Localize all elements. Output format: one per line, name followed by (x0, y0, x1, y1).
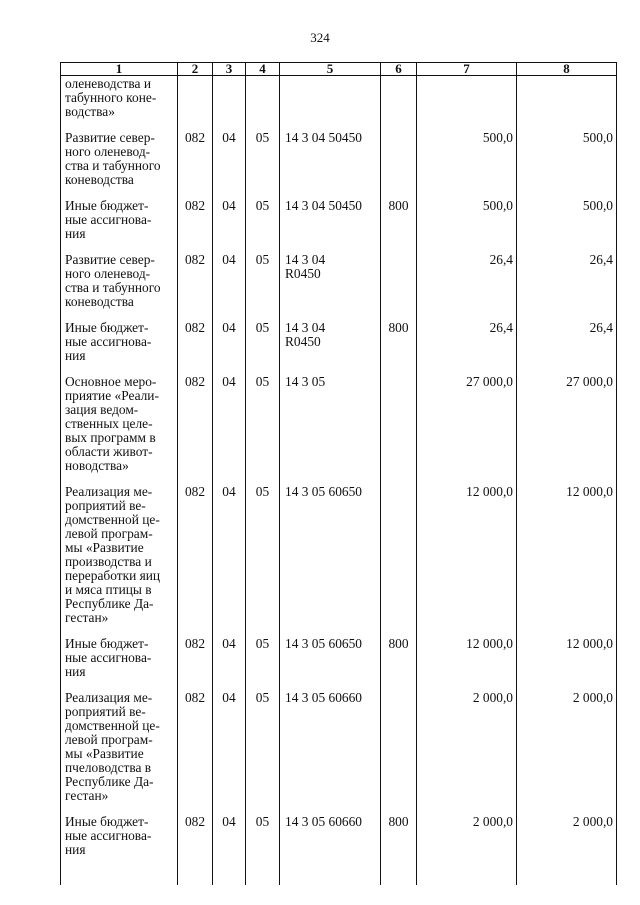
tail-cell (381, 857, 417, 885)
row-col-4: 05 (246, 691, 280, 815)
row-col-4: 05 (246, 199, 280, 253)
table-row (61, 691, 617, 815)
row-name: Иные бюджет- ные ассигнова- ния (61, 815, 178, 857)
row-col-8: 500,0 (517, 199, 617, 253)
row-code (280, 76, 381, 132)
table-row (61, 131, 617, 199)
row-code: 14 3 04 R0450 (280, 253, 381, 321)
header-col-2: 2 (178, 63, 213, 76)
row-col-4: 05 (246, 131, 280, 199)
row-col-7: 12 000,0 (417, 485, 517, 637)
row-col-2: 082 (178, 815, 213, 857)
row-col-3: 04 (213, 375, 246, 485)
row-col-6: 800 (381, 199, 417, 253)
row-col-2: 082 (178, 637, 213, 691)
tail-cell (213, 857, 246, 885)
table-body (61, 76, 617, 886)
row-col-2: 082 (178, 131, 213, 199)
tail-cell (417, 857, 517, 885)
header-col-3: 3 (213, 63, 246, 76)
row-col-8: 27 000,0 (517, 375, 617, 485)
row-col-2: 082 (178, 375, 213, 485)
row-col-3: 04 (213, 131, 246, 199)
row-name: Основное меро- приятие «Реали- зация ведом- ственных целе- вых программ в области живот- новодства» (61, 375, 178, 485)
row-col-8: 26,4 (517, 321, 617, 375)
row-col-3: 04 (213, 637, 246, 691)
row-code: 14 3 05 60660 (280, 815, 381, 857)
table-row (61, 637, 617, 691)
row-code: 14 3 04 50450 (280, 199, 381, 253)
tail-cell (280, 857, 381, 885)
row-col-6: 800 (381, 815, 417, 857)
row-col-3 (213, 76, 246, 132)
header-col-4: 4 (246, 63, 280, 76)
row-col-8: 12 000,0 (517, 485, 617, 637)
row-col-7: 500,0 (417, 131, 517, 199)
row-col-7: 26,4 (417, 253, 517, 321)
row-name: Иные бюджет- ные ассигнова- ния (61, 321, 178, 375)
table-tail-row (61, 857, 617, 885)
row-col-2: 082 (178, 691, 213, 815)
row-col-8: 26,4 (517, 253, 617, 321)
row-col-6: 800 (381, 321, 417, 375)
row-name: Развитие север- ного оленевод- ства и табунного коневодства (61, 131, 178, 199)
row-col-7: 500,0 (417, 199, 517, 253)
row-code: 14 3 05 (280, 375, 381, 485)
row-col-2 (178, 76, 213, 132)
row-col-7: 27 000,0 (417, 375, 517, 485)
row-col-7: 2 000,0 (417, 691, 517, 815)
row-col-4: 05 (246, 253, 280, 321)
row-name: оленеводства и табунного коне- водства» (61, 76, 178, 132)
page-number: 324 (310, 30, 330, 45)
row-code: 14 3 05 60660 (280, 691, 381, 815)
header-col-7: 7 (417, 63, 517, 76)
row-col-3: 04 (213, 815, 246, 857)
row-col-8: 12 000,0 (517, 637, 617, 691)
row-col-3: 04 (213, 691, 246, 815)
header-col-5: 5 (280, 63, 381, 76)
row-col-7: 26,4 (417, 321, 517, 375)
table-row (61, 253, 617, 321)
tail-cell (61, 857, 178, 885)
budget-table (60, 62, 617, 885)
tail-cell (517, 857, 617, 885)
row-name: Реализация ме- роприятий ве- домственной це- левой програм- мы «Развитие пчеловодства в Республике Да- гестан» (61, 691, 178, 815)
row-col-2: 082 (178, 253, 213, 321)
row-col-2: 082 (178, 199, 213, 253)
row-col-6 (381, 76, 417, 132)
table-row (61, 76, 617, 132)
table-row (61, 815, 617, 857)
row-col-8: 500,0 (517, 131, 617, 199)
row-code: 14 3 05 60650 (280, 637, 381, 691)
tail-cell (178, 857, 213, 885)
row-name: Иные бюджет- ные ассигнова- ния (61, 637, 178, 691)
row-col-6 (381, 691, 417, 815)
row-col-4: 05 (246, 637, 280, 691)
row-name: Развитие север- ного оленевод- ства и табунного коневодства (61, 253, 178, 321)
row-col-2: 082 (178, 485, 213, 637)
row-col-7: 12 000,0 (417, 637, 517, 691)
row-col-6: 800 (381, 637, 417, 691)
header-col-8: 8 (517, 63, 617, 76)
row-col-3: 04 (213, 321, 246, 375)
row-col-6 (381, 131, 417, 199)
row-col-8 (517, 76, 617, 132)
table-row (61, 375, 617, 485)
row-code: 14 3 05 60650 (280, 485, 381, 637)
row-name: Реализация ме- роприятий ве- домственной це- левой програм- мы «Развитие производства и переработки яиц и мяса птицы в Республике Да- гестан» (61, 485, 178, 637)
row-col-4 (246, 76, 280, 132)
row-col-7: 2 000,0 (417, 815, 517, 857)
row-col-8: 2 000,0 (517, 815, 617, 857)
row-col-3: 04 (213, 485, 246, 637)
row-code: 14 3 04 R0450 (280, 321, 381, 375)
row-code: 14 3 04 50450 (280, 131, 381, 199)
row-col-6 (381, 375, 417, 485)
table-row (61, 199, 617, 253)
tail-cell (246, 857, 280, 885)
row-col-3: 04 (213, 199, 246, 253)
row-col-4: 05 (246, 815, 280, 857)
row-col-3: 04 (213, 253, 246, 321)
row-col-6 (381, 253, 417, 321)
header-row (61, 63, 617, 76)
row-name: Иные бюджет- ные ассигнова- ния (61, 199, 178, 253)
table-row (61, 321, 617, 375)
row-col-2: 082 (178, 321, 213, 375)
row-col-8: 2 000,0 (517, 691, 617, 815)
row-col-4: 05 (246, 485, 280, 637)
row-col-4: 05 (246, 321, 280, 375)
row-col-4: 05 (246, 375, 280, 485)
header-col-6: 6 (381, 63, 417, 76)
table-row (61, 485, 617, 637)
row-col-6 (381, 485, 417, 637)
row-col-7 (417, 76, 517, 132)
header-col-1: 1 (61, 63, 178, 76)
